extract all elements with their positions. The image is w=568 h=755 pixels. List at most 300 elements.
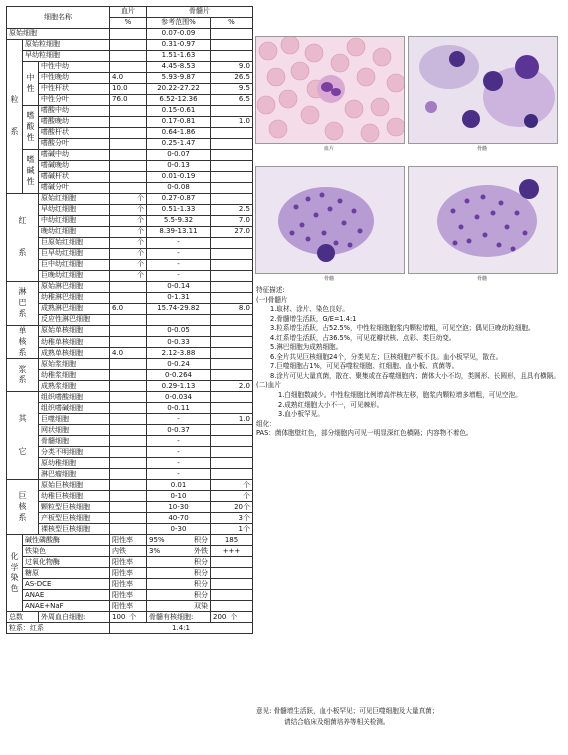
marrow-value: 27.0 xyxy=(211,227,253,238)
cell-name: 巨早幼红细胞 xyxy=(39,249,110,260)
stain-metric-2: 积分 xyxy=(194,557,208,566)
caption-1: 血片 xyxy=(323,146,334,152)
header-cell-name: 细胞名称 xyxy=(7,7,110,29)
blood-item: 3.血小板罕见。 xyxy=(278,410,324,419)
total-label: 总数 xyxy=(7,612,39,623)
marrow-value xyxy=(211,29,253,40)
table-row xyxy=(7,117,253,128)
blood-value xyxy=(110,40,147,51)
ref-range: 5.93-9.87 xyxy=(147,73,211,84)
ref-range: 0.15-0.61 xyxy=(147,106,211,117)
opinion-line-2: 请结合临床及细菌培养等相关检测。 xyxy=(284,717,390,726)
ref-range: 0.17-0.81 xyxy=(147,117,211,128)
cell-name: 组织嗜碱细胞 xyxy=(39,403,110,414)
ref-range: - xyxy=(147,469,211,480)
blood-value xyxy=(110,392,147,403)
opinion-label: 意见: xyxy=(256,707,272,715)
blood-value xyxy=(110,524,147,535)
blood-value xyxy=(110,51,147,62)
ref-range: 0-0.264 xyxy=(147,370,211,381)
stain-value-2 xyxy=(211,568,253,579)
ref-range: - xyxy=(147,249,211,260)
blood-item: 2.成熟红细胞大小不一，可见棘形。 xyxy=(278,400,384,409)
ref-range: 0.31-0.97 xyxy=(147,40,211,51)
group-label-red: 红 系 xyxy=(7,194,39,282)
stain-value-pair xyxy=(147,590,211,601)
ref-range: 0.29-1.13 xyxy=(147,381,211,392)
cell-name: 原始单核细胞 xyxy=(39,326,110,337)
table-row xyxy=(7,62,253,73)
stain-metric: 阳性率 xyxy=(110,579,147,590)
ref-range: 0-1.31 xyxy=(147,293,211,304)
ref-range: 0.01 xyxy=(147,480,211,491)
ref-range: 0-0.37 xyxy=(147,425,211,436)
ref-range: 0-0.07 xyxy=(147,150,211,161)
stain-metric-2: 积分 xyxy=(194,579,208,588)
ref-range: 0-0.33 xyxy=(147,337,211,348)
ref-range xyxy=(147,315,211,326)
cell-name: 反应性淋巴细胞 xyxy=(39,315,110,326)
blood-value xyxy=(110,425,147,436)
cell-name: 原始淋巴细胞 xyxy=(39,282,110,293)
table-row xyxy=(7,172,253,183)
marrow-value xyxy=(211,51,253,62)
table-row xyxy=(7,84,253,95)
table-row xyxy=(7,51,253,62)
ref-range: 6.52-12.36 xyxy=(147,95,211,106)
group-label-gran: 粒 系 xyxy=(7,40,23,194)
blood-section-header: (二)血片 xyxy=(256,381,281,390)
blood-value xyxy=(110,183,147,194)
blood-value xyxy=(110,458,147,469)
marrow-value: 9.0 xyxy=(211,62,253,73)
bm-label: 骨髓有核细胞: xyxy=(147,612,211,623)
ref-range: 0-10 xyxy=(147,491,211,502)
table-row xyxy=(7,381,253,392)
table-row xyxy=(7,535,253,546)
table-row xyxy=(7,348,253,359)
marrow-value: 9.5 xyxy=(211,84,253,95)
blood-value xyxy=(110,117,147,128)
header-marrow: 骨髓片 xyxy=(147,7,253,18)
table-row xyxy=(7,128,253,139)
table-row xyxy=(7,359,253,370)
table-row xyxy=(7,238,253,249)
table-row xyxy=(7,414,253,425)
table-row xyxy=(7,73,253,84)
marrow-value: 2.5 xyxy=(211,205,253,216)
table-row xyxy=(7,513,253,524)
stain-metric: 阳性率 xyxy=(110,557,147,568)
marrow-value xyxy=(211,260,253,271)
marrow-value xyxy=(211,315,253,326)
table-row xyxy=(7,293,253,304)
table-row xyxy=(7,282,253,293)
marrow-value xyxy=(211,106,253,117)
bm-count xyxy=(211,612,253,623)
ratio-value: 1.4:1 xyxy=(110,623,253,634)
marrow-item: 6.全片共见巨核细胞24个，分类见左；巨核细胞产板不良。血小板罕见，散在。 xyxy=(270,352,503,361)
ref-range: 10-30 xyxy=(147,502,211,513)
table-row xyxy=(7,546,253,557)
cell-name: 嗜碱杆状 xyxy=(39,172,110,183)
stain-name: ANAE+NaF xyxy=(23,601,110,612)
ref-range: 0.01-0.19 xyxy=(147,172,211,183)
marrow-value xyxy=(211,469,253,480)
feature-description xyxy=(256,286,562,439)
table-row xyxy=(7,403,253,414)
stain-value-2 xyxy=(211,590,253,601)
report-table xyxy=(6,6,253,634)
table-row xyxy=(7,502,253,513)
marrow-svg-3 xyxy=(409,167,557,273)
stain-value-2 xyxy=(211,557,253,568)
cell-name: 中性分叶 xyxy=(39,95,110,106)
table-row xyxy=(7,7,253,18)
cell-name: 骨髓细胞 xyxy=(39,436,110,447)
table-row xyxy=(7,315,253,326)
ref-range: 0-0.05 xyxy=(147,326,211,337)
marrow-value: 1个 xyxy=(211,524,253,535)
blood-value: 个 xyxy=(110,216,147,227)
blood-value xyxy=(110,172,147,183)
cell-name: 原始粒细胞 xyxy=(23,40,110,51)
ref-range: 0-0.13 xyxy=(147,161,211,172)
description-title: 特征描述: xyxy=(256,286,285,294)
table-row xyxy=(7,447,253,458)
blood-value xyxy=(110,414,147,425)
marrow-value xyxy=(211,194,253,205)
stain-value-2: 185 xyxy=(211,535,253,546)
cell-name: 晚幼红细胞 xyxy=(39,227,110,238)
stain-value-pair xyxy=(147,557,211,568)
blood-value: 个 xyxy=(110,194,147,205)
marrow-value xyxy=(211,425,253,436)
marrow-value xyxy=(211,172,253,183)
marrow-value xyxy=(211,128,253,139)
marrow-value xyxy=(211,238,253,249)
blood-value xyxy=(110,337,147,348)
cell-name: 分类不明细胞 xyxy=(39,447,110,458)
marrow-section-header: (一)骨髓片 xyxy=(256,295,288,304)
cell-name: 组织嗜酸细胞 xyxy=(39,392,110,403)
marrow-value xyxy=(211,150,253,161)
marrow-value xyxy=(211,337,253,348)
header-blood: 血片 xyxy=(110,7,147,18)
blood-value xyxy=(110,513,147,524)
caption-2: 骨髓 xyxy=(476,146,487,152)
cell-name: 巨中幼红细胞 xyxy=(39,260,110,271)
table-row xyxy=(7,612,253,623)
stain-name: 碱性磷酸酶 xyxy=(23,535,110,546)
ref-range: 0.27-0.87 xyxy=(147,194,211,205)
blood-value xyxy=(110,403,147,414)
ref-range: - xyxy=(147,436,211,447)
cell-name: 幼稚单核细胞 xyxy=(39,337,110,348)
marrow-value: 1.0 xyxy=(211,414,253,425)
histochem-header: 组化： xyxy=(256,419,276,428)
header-marrow-pct: % xyxy=(211,18,253,29)
ref-range: - xyxy=(147,447,211,458)
table-row xyxy=(7,469,253,480)
cell-name: 原幼稚细胞 xyxy=(39,458,110,469)
blood-value xyxy=(110,326,147,337)
cell-name: 巨噬细胞 xyxy=(39,414,110,425)
marrow-image-3 xyxy=(408,166,558,274)
cell-name: 中性中幼 xyxy=(39,62,110,73)
stain-name: 铁染色 xyxy=(23,546,110,557)
cell-name: 颗粒型巨核细胞 xyxy=(39,502,110,513)
marrow-value xyxy=(211,293,253,304)
stain-metric-2: 积分 xyxy=(194,568,208,577)
marrow-value xyxy=(211,359,253,370)
blood-value xyxy=(110,469,147,480)
stain-value-pair xyxy=(147,601,211,612)
cell-name: 成熟单核细胞 xyxy=(39,348,110,359)
table-row xyxy=(7,326,253,337)
marrow-image-1 xyxy=(408,36,558,144)
table-row xyxy=(7,458,253,469)
group-label-mega: 巨 核 系 xyxy=(7,480,39,535)
blood-value: 76.0 xyxy=(110,95,147,106)
stain-value-pair xyxy=(147,546,211,557)
table-row xyxy=(7,623,253,634)
table-row xyxy=(7,590,253,601)
group-label-pla: 浆 系 xyxy=(7,359,39,392)
table-row xyxy=(7,568,253,579)
ref-range: 0-0.08 xyxy=(147,183,211,194)
blood-value xyxy=(110,282,147,293)
blood-value xyxy=(110,359,147,370)
stain-metric-2: 积分 xyxy=(194,535,208,544)
stain-value-2: +++ xyxy=(211,546,253,557)
ref-range: 0.07-0.09 xyxy=(147,29,211,40)
table-row xyxy=(7,106,253,117)
blood-value xyxy=(110,150,147,161)
marrow-item: 4.红系增生活跃，占36.5%，可见花瓣状核、点彩、类巨幼变。 xyxy=(270,333,456,342)
table-row xyxy=(7,227,253,238)
stain-metric: 阳性率 xyxy=(110,590,147,601)
cell-name: 早幼粒细胞 xyxy=(23,51,110,62)
ref-range: 8.39-13.11 xyxy=(147,227,211,238)
stain-name: ANAE xyxy=(23,590,110,601)
stain-metric-2: 积分 xyxy=(194,590,208,599)
table-row xyxy=(7,557,253,568)
table-row xyxy=(7,216,253,227)
ref-range: 4.45-8.53 xyxy=(147,62,211,73)
blood-value xyxy=(110,62,147,73)
table-row xyxy=(7,161,253,172)
wbc-value: 100 xyxy=(112,612,126,621)
marrow-value: 8.0 xyxy=(211,304,253,315)
marrow-item: 8.涂片可见大量真菌，散在、聚集或在吞噬细胞内；菌体大小不均，类圆形、长圆形，且具有横隔。 xyxy=(270,371,560,380)
stain-value-2 xyxy=(211,579,253,590)
cell-name: 淋巴瘤细胞 xyxy=(39,469,110,480)
table-row xyxy=(7,337,253,348)
table-row xyxy=(7,29,253,40)
table-row xyxy=(7,480,253,491)
bm-unit: 个 xyxy=(230,612,238,621)
stain-name: AS-DCE xyxy=(23,579,110,590)
blood-value xyxy=(110,480,147,491)
cell-name: 嗜酸晚幼 xyxy=(39,117,110,128)
subgroup-label-eos: 嗜 酸 性 xyxy=(23,106,39,150)
cell-name: 嗜碱分叶 xyxy=(39,183,110,194)
table-row xyxy=(7,392,253,403)
ref-range: 40-70 xyxy=(147,513,211,524)
marrow-value xyxy=(211,403,253,414)
ref-range: 0-0.11 xyxy=(147,403,211,414)
blood-value xyxy=(110,502,147,513)
marrow-value xyxy=(211,392,253,403)
table-row xyxy=(7,524,253,535)
stain-value-pair xyxy=(147,568,211,579)
marrow-value xyxy=(211,447,253,458)
ref-range: - xyxy=(147,238,211,249)
marrow-value xyxy=(211,271,253,282)
marrow-value xyxy=(211,436,253,447)
stain-metric-2: 外铁 xyxy=(194,546,208,555)
marrow-value: 3个 xyxy=(211,513,253,524)
blood-value xyxy=(110,370,147,381)
cell-name: 幼稚浆细胞 xyxy=(39,370,110,381)
table-row xyxy=(7,579,253,590)
ref-range: - xyxy=(147,260,211,271)
marrow-value: 个 xyxy=(211,480,253,491)
stain-value-pair xyxy=(147,579,211,590)
blood-value: 10.0 xyxy=(110,84,147,95)
blood-value xyxy=(110,106,147,117)
ref-range: 15.74-29.82 xyxy=(147,304,211,315)
marrow-value: 20个 xyxy=(211,502,253,513)
ref-range: 0.25-1.47 xyxy=(147,139,211,150)
ref-range: - xyxy=(147,271,211,282)
stain-value-pair xyxy=(147,535,211,546)
cell-name: 嗜酸分叶 xyxy=(39,139,110,150)
marrow-value xyxy=(211,282,253,293)
cell-name: 中幼红细胞 xyxy=(39,216,110,227)
marrow-value xyxy=(211,348,253,359)
ref-range: 0.51-1.33 xyxy=(147,205,211,216)
table-row xyxy=(7,370,253,381)
table-row xyxy=(7,139,253,150)
table-row xyxy=(7,304,253,315)
opinion-line-1: 骨髓增生活跃，血小板罕见；可见巨噬细胞及大量真菌； xyxy=(273,707,439,715)
blood-value xyxy=(110,139,147,150)
marrow-value xyxy=(211,370,253,381)
marrow-item: 7.巨噬细胞占1%，可见吞噬粒细胞、红细胞、血小板、真菌等。 xyxy=(270,362,459,371)
ref-range: 0-30 xyxy=(147,524,211,535)
blood-value: 个 xyxy=(110,249,147,260)
blood-value: 个 xyxy=(110,271,147,282)
marrow-item: 3.粒系增生活跃，占52.5%，中性粒细胞胞浆内颗粒增粗，可见空泡；偶见巨晚幼粒细胞。 xyxy=(270,324,535,333)
cell-name: 原始巨核细胞 xyxy=(39,480,110,491)
table-row xyxy=(7,150,253,161)
cell-name: 嗜酸杆状 xyxy=(39,128,110,139)
marrow-image-2 xyxy=(255,166,405,274)
blood-item: 1.白细胞数减少。中性粒细胞比例增高伴核左移，胞浆内颗粒增多增粗，可见空泡。 xyxy=(278,391,522,400)
group-label-oth: 其 它 xyxy=(7,392,39,480)
table-row xyxy=(7,205,253,216)
stain-metric: 阳性率 xyxy=(110,535,147,546)
ref-range: 5.5-9.32 xyxy=(147,216,211,227)
blood-value xyxy=(110,161,147,172)
ref-range: 0-0.14 xyxy=(147,282,211,293)
bm-value: 200 xyxy=(213,612,227,621)
subgroup-label-baso: 嗜 碱 性 xyxy=(23,150,39,194)
stain-metric: 内铁 xyxy=(110,546,147,557)
blood-smear-image xyxy=(255,36,405,144)
blood-smear-svg xyxy=(256,37,404,143)
marrow-value xyxy=(211,183,253,194)
blood-value xyxy=(110,381,147,392)
marrow-item: 1.取材、涂片、染色良好。 xyxy=(270,305,349,314)
stain-value: 3% xyxy=(149,546,161,555)
ref-range: - xyxy=(147,458,211,469)
marrow-value xyxy=(211,161,253,172)
marrow-value: 7.0 xyxy=(211,216,253,227)
marrow-value xyxy=(211,458,253,469)
blood-value: 6.0 xyxy=(110,304,147,315)
header-blood-pct: % xyxy=(110,18,147,29)
ref-range: 0-0.24 xyxy=(147,359,211,370)
cell-name: 成熟淋巴细胞 xyxy=(39,304,110,315)
blood-value: 个 xyxy=(110,205,147,216)
marrow-svg-2 xyxy=(256,167,404,273)
table-row xyxy=(7,40,253,51)
marrow-value: 1.0 xyxy=(211,117,253,128)
cell-name: 中性晚幼 xyxy=(39,73,110,84)
blood-value: 4.0 xyxy=(110,73,147,84)
table-row xyxy=(7,425,253,436)
ratio-label: 粒系：红系 xyxy=(7,623,110,634)
table-row xyxy=(7,491,253,502)
blood-value: 个 xyxy=(110,260,147,271)
cell-name: 网状细胞 xyxy=(39,425,110,436)
table-row xyxy=(7,601,253,612)
blood-value xyxy=(110,128,147,139)
group-label-lym: 淋 巴 系 xyxy=(7,282,39,326)
cell-name: 嗜碱中幼 xyxy=(39,150,110,161)
blood-value xyxy=(110,29,147,40)
ref-range: 2.12-3.88 xyxy=(147,348,211,359)
ref-range: 0-0.034 xyxy=(147,392,211,403)
cell-name: 原始细胞 xyxy=(7,29,110,40)
opinion xyxy=(256,706,562,727)
ref-range: 1.51-1.63 xyxy=(147,51,211,62)
stain-metric: 阳性率 xyxy=(110,568,147,579)
marrow-value: 2.0 xyxy=(211,381,253,392)
ref-range: 20.22-27.22 xyxy=(147,84,211,95)
wbc-label: 外周血白细胞: xyxy=(39,612,110,623)
table-row xyxy=(7,249,253,260)
stain-metric-2: 双染 xyxy=(194,601,208,610)
stain-name: 过氧化物酶 xyxy=(23,557,110,568)
table-row xyxy=(7,194,253,205)
marrow-item: 5.淋巴细胞为成熟细胞。 xyxy=(270,343,343,352)
blood-value xyxy=(110,315,147,326)
marrow-value xyxy=(211,40,253,51)
stain-metric: 阳性率 xyxy=(110,601,147,612)
table-row xyxy=(7,183,253,194)
marrow-value xyxy=(211,249,253,260)
cell-name: 嗜酸中幼 xyxy=(39,106,110,117)
blood-value xyxy=(110,293,147,304)
table-row xyxy=(7,271,253,282)
cell-name: 中性杆状 xyxy=(39,84,110,95)
marrow-value xyxy=(211,139,253,150)
cell-name: 原始红细胞 xyxy=(39,194,110,205)
